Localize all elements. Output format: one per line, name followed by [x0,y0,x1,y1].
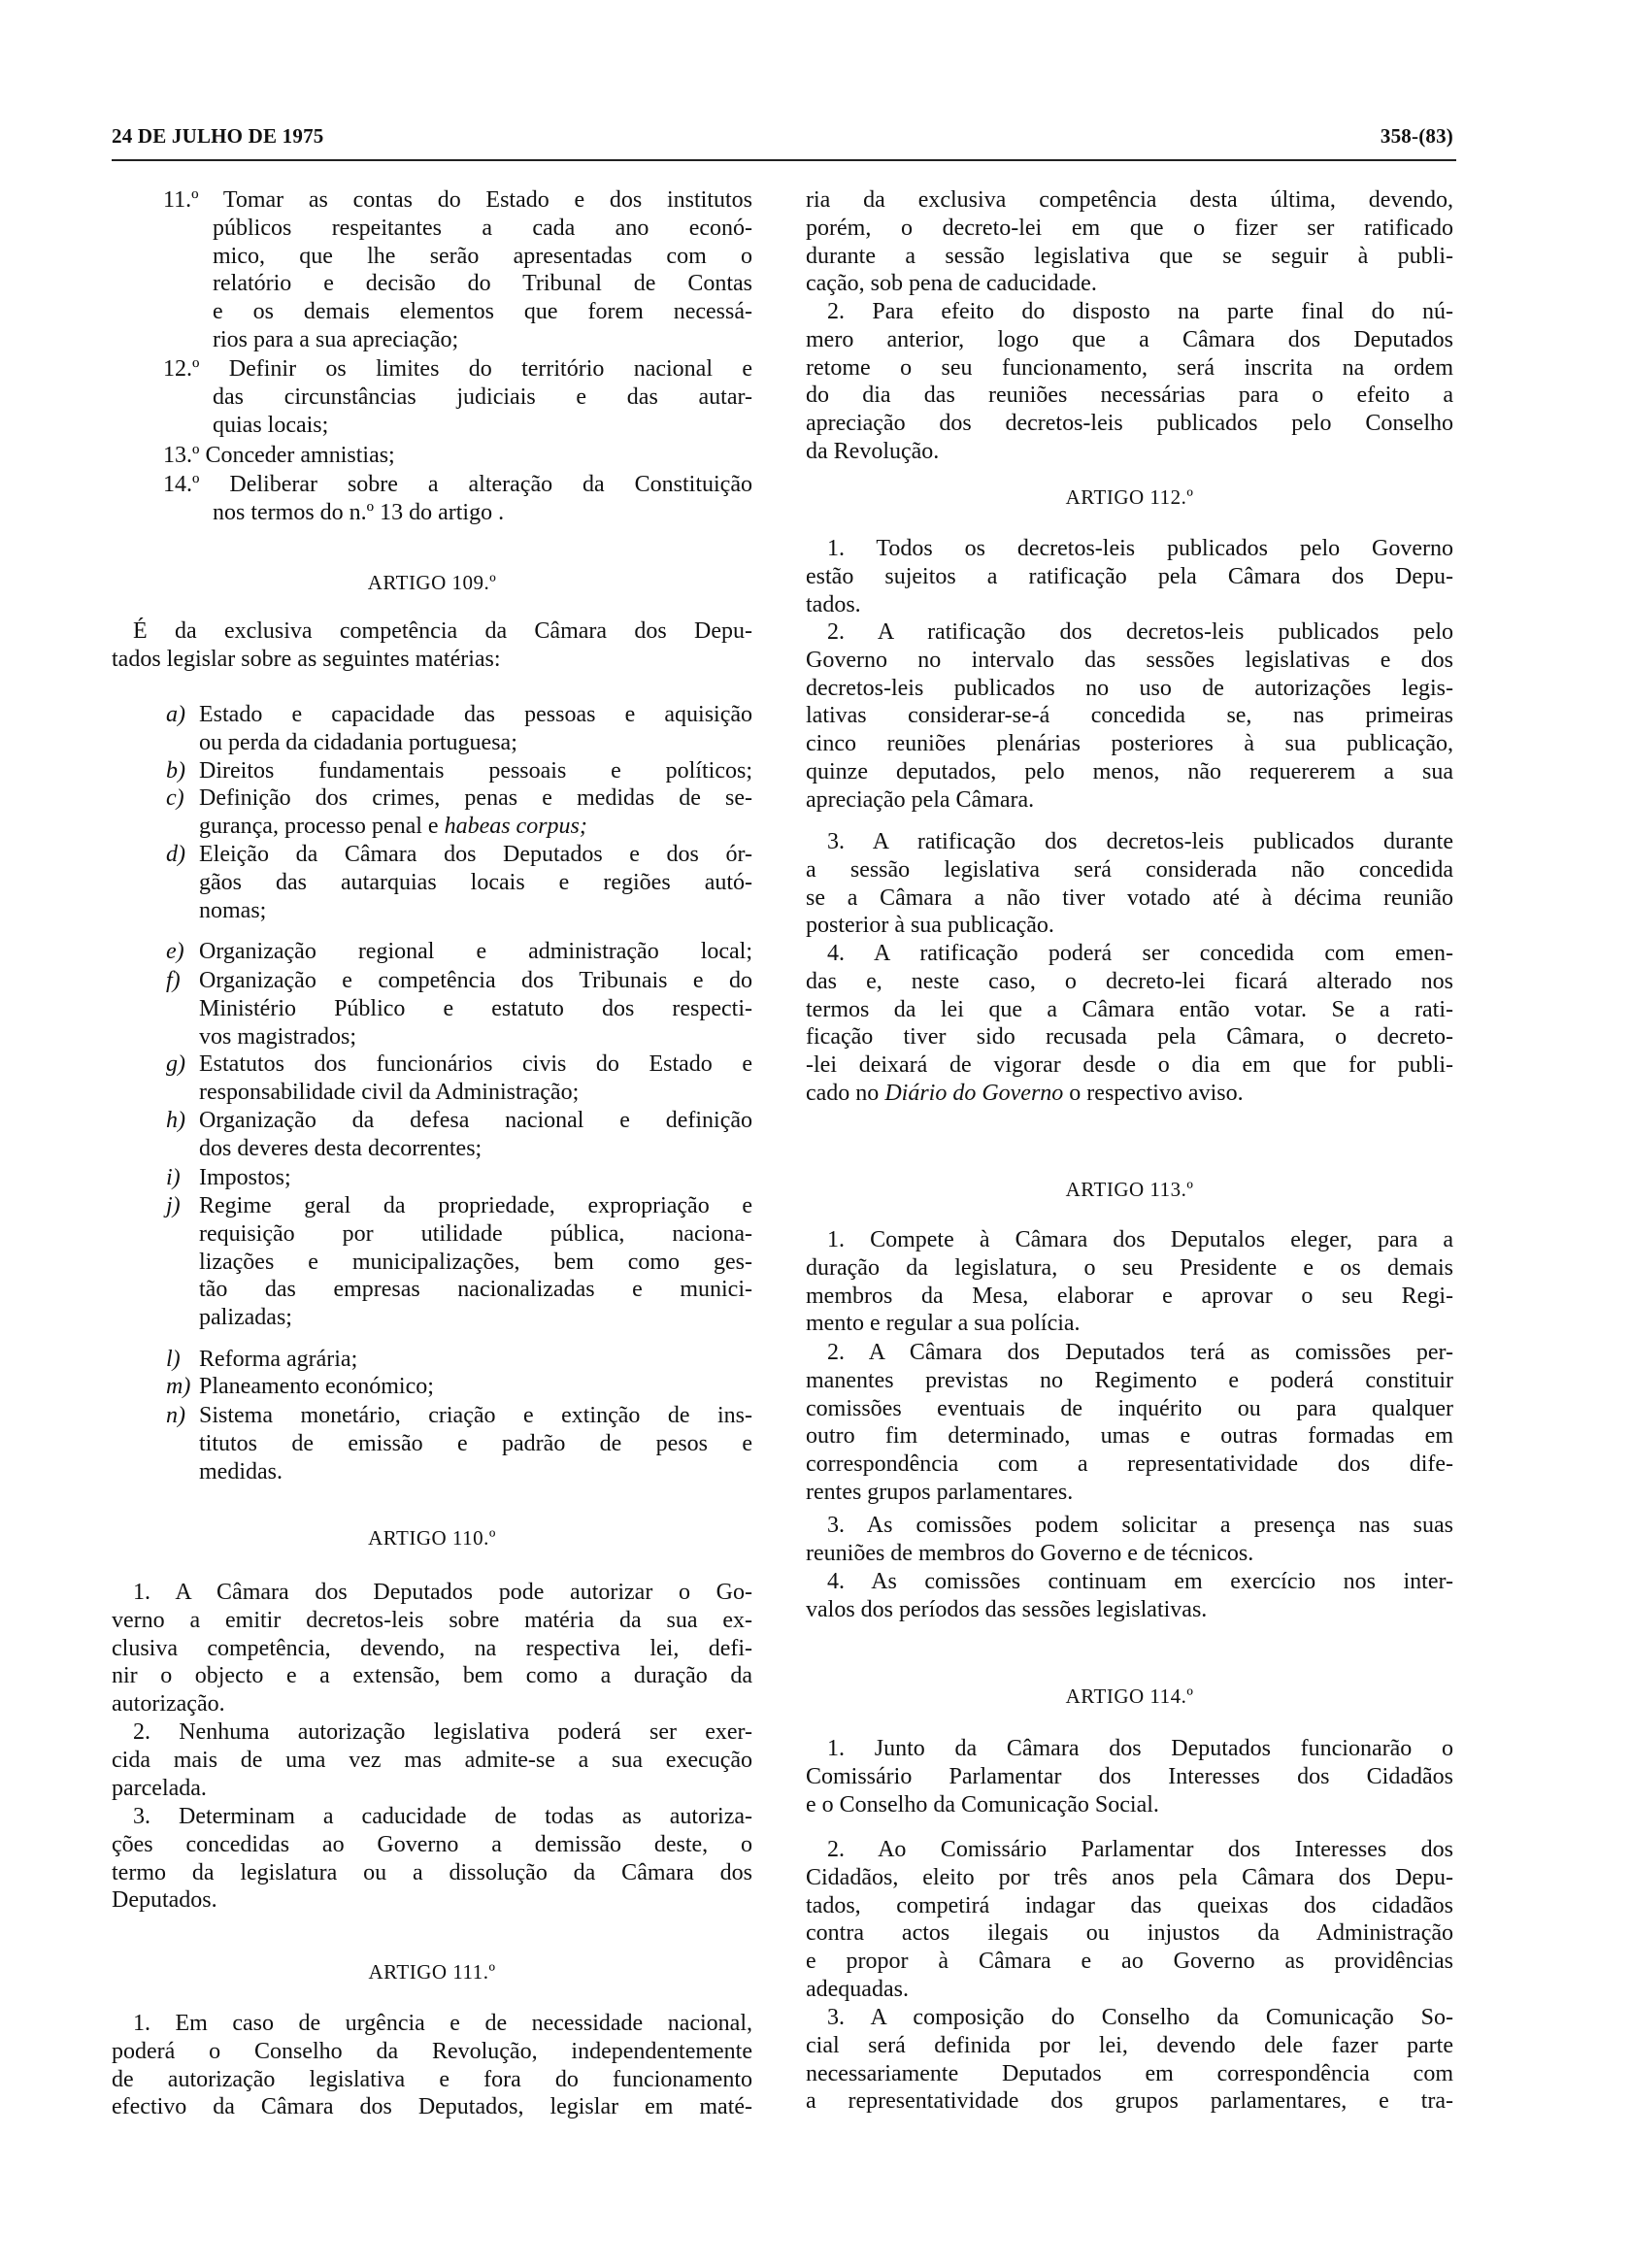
list-item-text [199,701,752,757]
italic-text: Diário do Governo [884,1080,1064,1106]
text-line: a sessão legislativa será considerada não concedida [806,856,1453,883]
list-label: j) [166,1193,181,1218]
paragraph [806,940,1453,1108]
list-item [166,784,752,841]
text-line: posterior à sua publicação. [806,913,1054,939]
text-line: das circunstâncias judiciais e das autar- [213,384,752,410]
text-line: Planeamento económico; [199,1374,434,1399]
text-line: durante a sessão legislativa que se seguir à publi- [806,243,1453,269]
list-item [166,1164,752,1192]
text-line: ções concedidas ao Governo a demissão deste, o [112,1831,752,1857]
text-line: 3. Determinam a caducidade de todas as autoriza- [133,1804,752,1829]
text-line: 2. A ratificação dos decretos-leis publicados pelo [827,619,1453,645]
numbered-item [163,442,752,470]
list-item-text [199,841,752,924]
article-heading: ARTIGO 114.º [1065,1684,1194,1708]
paragraph [806,2004,1453,2116]
list-item [166,1402,752,1485]
article-heading: ARTIGO 111.º [368,1960,496,1984]
list-item [166,938,752,966]
text-line: ria da exclusiva competência desta última, devendo, [806,187,1453,213]
text-line: 1. Em caso de urgência e de necessidade nacional, [133,2011,752,2036]
text-line: Organização da defesa nacional e definição [199,1108,752,1133]
article-heading: ARTIGO 112.º [1065,485,1194,509]
text-line: lativas considerar-se-á concedida se, nas primeiras [806,703,1453,729]
paragraph [806,1568,1453,1624]
list-item [166,757,752,785]
text-line: 12.º Definir os limites do território nacional e [163,356,752,382]
text-line: valos dos períodos das sessões legislativas. [806,1596,1208,1622]
text-line: cida mais de uma vez mas admite-se a sua execução [112,1747,752,1773]
paragraph [112,2010,752,2121]
text-line: gãos das autarquias locais e regiões autó- [199,869,752,895]
paragraph [112,617,752,674]
text-line: É da exclusiva competência da Câmara dos Depu- [133,618,752,644]
text-line: correspondência com a representatividade dos dife- [806,1451,1453,1478]
text-line: Regime geral da propriedade, expropriação e [199,1193,752,1218]
list-item [166,1346,752,1374]
text-line: autorização. [112,1691,225,1718]
text-line: mero anterior, logo que a Câmara dos Deputados [806,326,1453,352]
article-heading: ARTIGO 113.º [1065,1178,1194,1201]
text-line: membros da Mesa, elaborar e aprovar o seu Regi- [806,1283,1453,1309]
list-label: i) [166,1165,181,1190]
text-line: parcelada. [112,1775,207,1801]
text-line: 1. Todos os decretos-leis publicados pelo Governo [827,536,1453,561]
text-line: apreciação dos decretos-leis publicados pelo Conselho [806,411,1453,437]
text-line: clusiva competência, devendo, na respectiva lei, defi- [112,1635,752,1661]
text-line: da Revolução. [806,438,940,464]
text-line: Reforma agrária; [199,1347,358,1372]
text-line: titutos de emissão e padrão de pesos e [199,1430,752,1456]
text-line: tados legislar sobre as seguintes matérias: [112,646,501,672]
text-line: quias locais; [213,412,329,438]
text-line: tados. [806,591,861,617]
paragraph [806,1735,1453,1818]
text-line: das e, neste caso, o decreto-lei ficará alterado nos [806,968,1453,994]
text-line: decretos-leis publicados no uso de autorizações legis- [806,675,1453,701]
list-label: c) [166,785,184,811]
text-line: e o Conselho da Comunicação Social. [806,1791,1159,1818]
text-line: Eleição da Câmara dos Deputados e dos ór- [199,842,752,867]
list-item-text [199,757,752,785]
text-line: vos magistrados; [199,1023,356,1050]
text-line: cação, sob pena de caducidade. [806,271,1097,297]
text-line: 3. A ratificação dos decretos-leis publicados durante [827,829,1453,854]
text-line: Ministério Público e estatuto dos respecti- [199,995,752,1021]
list-item [166,967,752,1051]
text-line: -lei deixará de vigorar desde o dia em que for publi- [806,1052,1453,1079]
list-item-text [199,784,752,841]
text-line: porém, o decreto-lei em que o fizer ser ratificado [806,215,1453,241]
list-label: m) [166,1374,191,1399]
text-line: Impostos; [199,1165,291,1190]
text-line: retome o seu funcionamento, será inscrita na ordem [806,354,1453,381]
text-line: Definição dos crimes, penas e medidas de se- [199,785,752,811]
text-line: apreciação pela Câmara. [806,786,1035,813]
text-line: Comissário Parlamentar dos Interesses dos Cidadãos [806,1763,1453,1789]
list-item-text [199,938,752,966]
text-line: nomas; [199,897,267,923]
text-line: Sistema monetário, criação e extinção de ins- [199,1403,752,1428]
text-line: estão sujeitos a ratificação pela Câmara dos Depu- [806,563,1453,589]
text-line: termos da lei que a Câmara então votar. Se a rati- [806,996,1453,1022]
header-date: 24 DE JULHO DE 1975 [112,124,324,148]
list-item [166,1373,752,1401]
text-line: públicos respeitantes a cada ano econó- [213,215,752,241]
list-item [166,701,752,757]
text-line: requisição por utilidade pública, naciona- [199,1220,752,1247]
text-line: rentes grupos parlamentares. [806,1479,1074,1505]
paragraph [806,298,1453,466]
text-line: 1. A Câmara dos Deputados pode autorizar o Go- [133,1580,752,1605]
text-line: nir o objecto e a extensão, bem como a duração da [112,1663,752,1689]
article-heading: ARTIGO 109.º [367,571,497,594]
paragraph [806,828,1453,940]
text-line: Estatutos dos funcionários civis do Estado e [199,1051,752,1077]
list-label: a) [166,702,185,727]
page-number: 358-(83) [1380,124,1453,148]
paragraph [112,1579,752,1718]
list-item-text [199,1346,752,1374]
list-item-text [199,1107,752,1163]
text-line: mento e regular a sua polícia. [806,1311,1081,1337]
text-line: manentes previstas no Regimento e poderá constituir [806,1367,1453,1393]
list-item-text [199,1164,752,1192]
text-segment: gurança, processo penal e [199,813,445,839]
text-line: necessariamente Deputados em correspondência com [806,2060,1453,2086]
list-label: l) [166,1347,181,1372]
text-line: 1. Junto da Câmara dos Deputados funcionarão o [827,1736,1453,1761]
text-line: 14.º Deliberar sobre a alteração da Constituição [163,472,752,497]
text-line: quinze deputados, pelo menos, não requererem a sua [806,758,1453,784]
text-line: duração da legislatura, o seu Presidente e os demais [806,1254,1453,1281]
text-line: 1. Compete à Câmara dos Deputalos eleger, para a [827,1227,1453,1252]
paragraph [112,1803,752,1915]
text-line: cinco reuniões plenárias posteriores à sua publicação, [806,731,1453,757]
text-line: 4. As comissões continuam em exercício nos inter- [827,1569,1453,1594]
text-line: responsabilidade civil da Administração; [199,1079,580,1105]
text-line: 11.º Tomar as contas do Estado e dos institutos [163,187,752,213]
list-item-text [199,967,752,1051]
text-line: Organização e competência dos Tribunais e do [199,968,752,993]
text-line: verno a emitir decretos-leis sobre matéria da sua ex- [112,1607,752,1633]
list-label: b) [166,758,185,784]
text-line: e os demais elementos que forem necessá- [213,299,752,325]
text-line: Cidadãos, eleito por três anos pela Câmara dos Depu- [806,1864,1453,1890]
paragraph [806,535,1453,618]
text-line: e propor à Câmara e ao Governo as providências [806,1949,1453,1975]
list-item-text [199,1192,752,1332]
paragraph [806,1836,1453,2004]
text-line [806,1080,1453,1108]
text-line: 3. As comissões podem solicitar a presença nas suas [827,1513,1453,1538]
list-label: g) [166,1051,185,1077]
text-line: medidas. [199,1458,283,1484]
text-line: reuniões de membros do Governo e de técnicos. [806,1540,1254,1566]
text-segment: o respectivo aviso. [1063,1080,1244,1106]
text-line: adequadas. [806,1976,909,2002]
header-rule [112,159,1456,161]
text-line: efectivo da Câmara dos Deputados, legislar em maté- [112,2094,752,2120]
italic-text: habeas corpus; [444,813,587,839]
text-line: 4. A ratificação poderá ser concedida com emen- [827,941,1453,966]
text-line: ficação tiver sido recusada pela Câmara, o decreto- [806,1024,1453,1051]
text-line: Governo no intervalo das sessões legislativas e dos [806,647,1453,673]
list-item-text [199,1402,752,1485]
text-line: outro fim determinado, umas e outras formadas em [806,1423,1453,1450]
text-line: nos termos do n.º 13 do artigo . [213,499,505,525]
list-label: d) [166,842,185,867]
text-line: 13.º Conceder amnistias; [163,443,395,468]
paragraph [806,1512,1453,1568]
list-item-text [199,1373,752,1401]
list-item [166,1051,752,1107]
text-line: Organização regional e administração local; [199,939,752,964]
paragraph [806,618,1453,815]
text-line: poderá o Conselho da Revolução, independentemente [112,2038,752,2064]
list-item [166,1107,752,1163]
article-heading: ARTIGO 110.º [368,1526,496,1550]
text-line: comissões eventuais de inquérito ou para qualquer [806,1395,1453,1421]
list-label: f) [166,968,181,993]
text-line: palizadas; [199,1305,292,1331]
list-label: h) [166,1108,185,1133]
text-line: tão das empresas nacionalizadas e munici- [199,1277,752,1303]
numbered-item [163,471,752,527]
list-item [166,1192,752,1332]
text-line: se a Câmara a não tiver votado até à décima reunião [806,884,1453,911]
text-line: rios para a sua apreciação; [213,326,459,352]
text-line: 2. Para efeito do disposto na parte final do nú- [827,299,1453,324]
text-line: dos deveres desta decorrentes; [199,1135,483,1161]
text-line: termo da legislatura ou a dissolução da Câmara dos [112,1859,752,1885]
numbered-item [163,186,752,354]
text-line: 2. Nenhuma autorização legislativa poderá ser exer- [133,1719,752,1745]
list-item [166,841,752,924]
text-line: ou perda da cidadania portuguesa; [199,729,517,755]
text-line: mico, que lhe serão apresentadas com o [213,243,752,269]
paragraph [112,1718,752,1802]
text-line [199,813,752,841]
text-line: de autorização legislativa e fora do funcionamento [112,2066,752,2092]
text-line: lizações e municipalizações, bem como ges- [199,1249,752,1275]
numbered-item [163,355,752,439]
text-line: contra actos ilegais ou injustos da Administração [806,1920,1453,1947]
text-line: tados, competirá indagar das queixas dos cidadãos [806,1892,1453,1918]
text-line: cial será definida por lei, devendo dele fazer parte [806,2032,1453,2058]
list-label: n) [166,1403,185,1428]
list-label: e) [166,939,184,964]
paragraph [806,1226,1453,1338]
text-line: 2. A Câmara dos Deputados terá as comissões per- [827,1340,1453,1365]
text-line: relatório e decisão do Tribunal de Contas [213,271,752,297]
text-segment: cado no [806,1080,885,1106]
text-line: do dia das reuniões necessárias para o efeito a [806,383,1453,409]
paragraph [806,1339,1453,1507]
paragraph [806,186,1453,298]
text-line: 2. Ao Comissário Parlamentar dos Interesses dos [827,1837,1453,1862]
text-line: Direitos fundamentais pessoais e políticos; [199,758,752,784]
text-line: a representatividade dos grupos parlamentares, e tra- [806,2088,1453,2115]
text-line: 3. A composição do Conselho da Comunicação So- [827,2005,1453,2030]
text-line: Estado e capacidade das pessoas e aquisição [199,702,752,727]
text-line: Deputados. [112,1887,217,1914]
list-item-text [199,1051,752,1107]
